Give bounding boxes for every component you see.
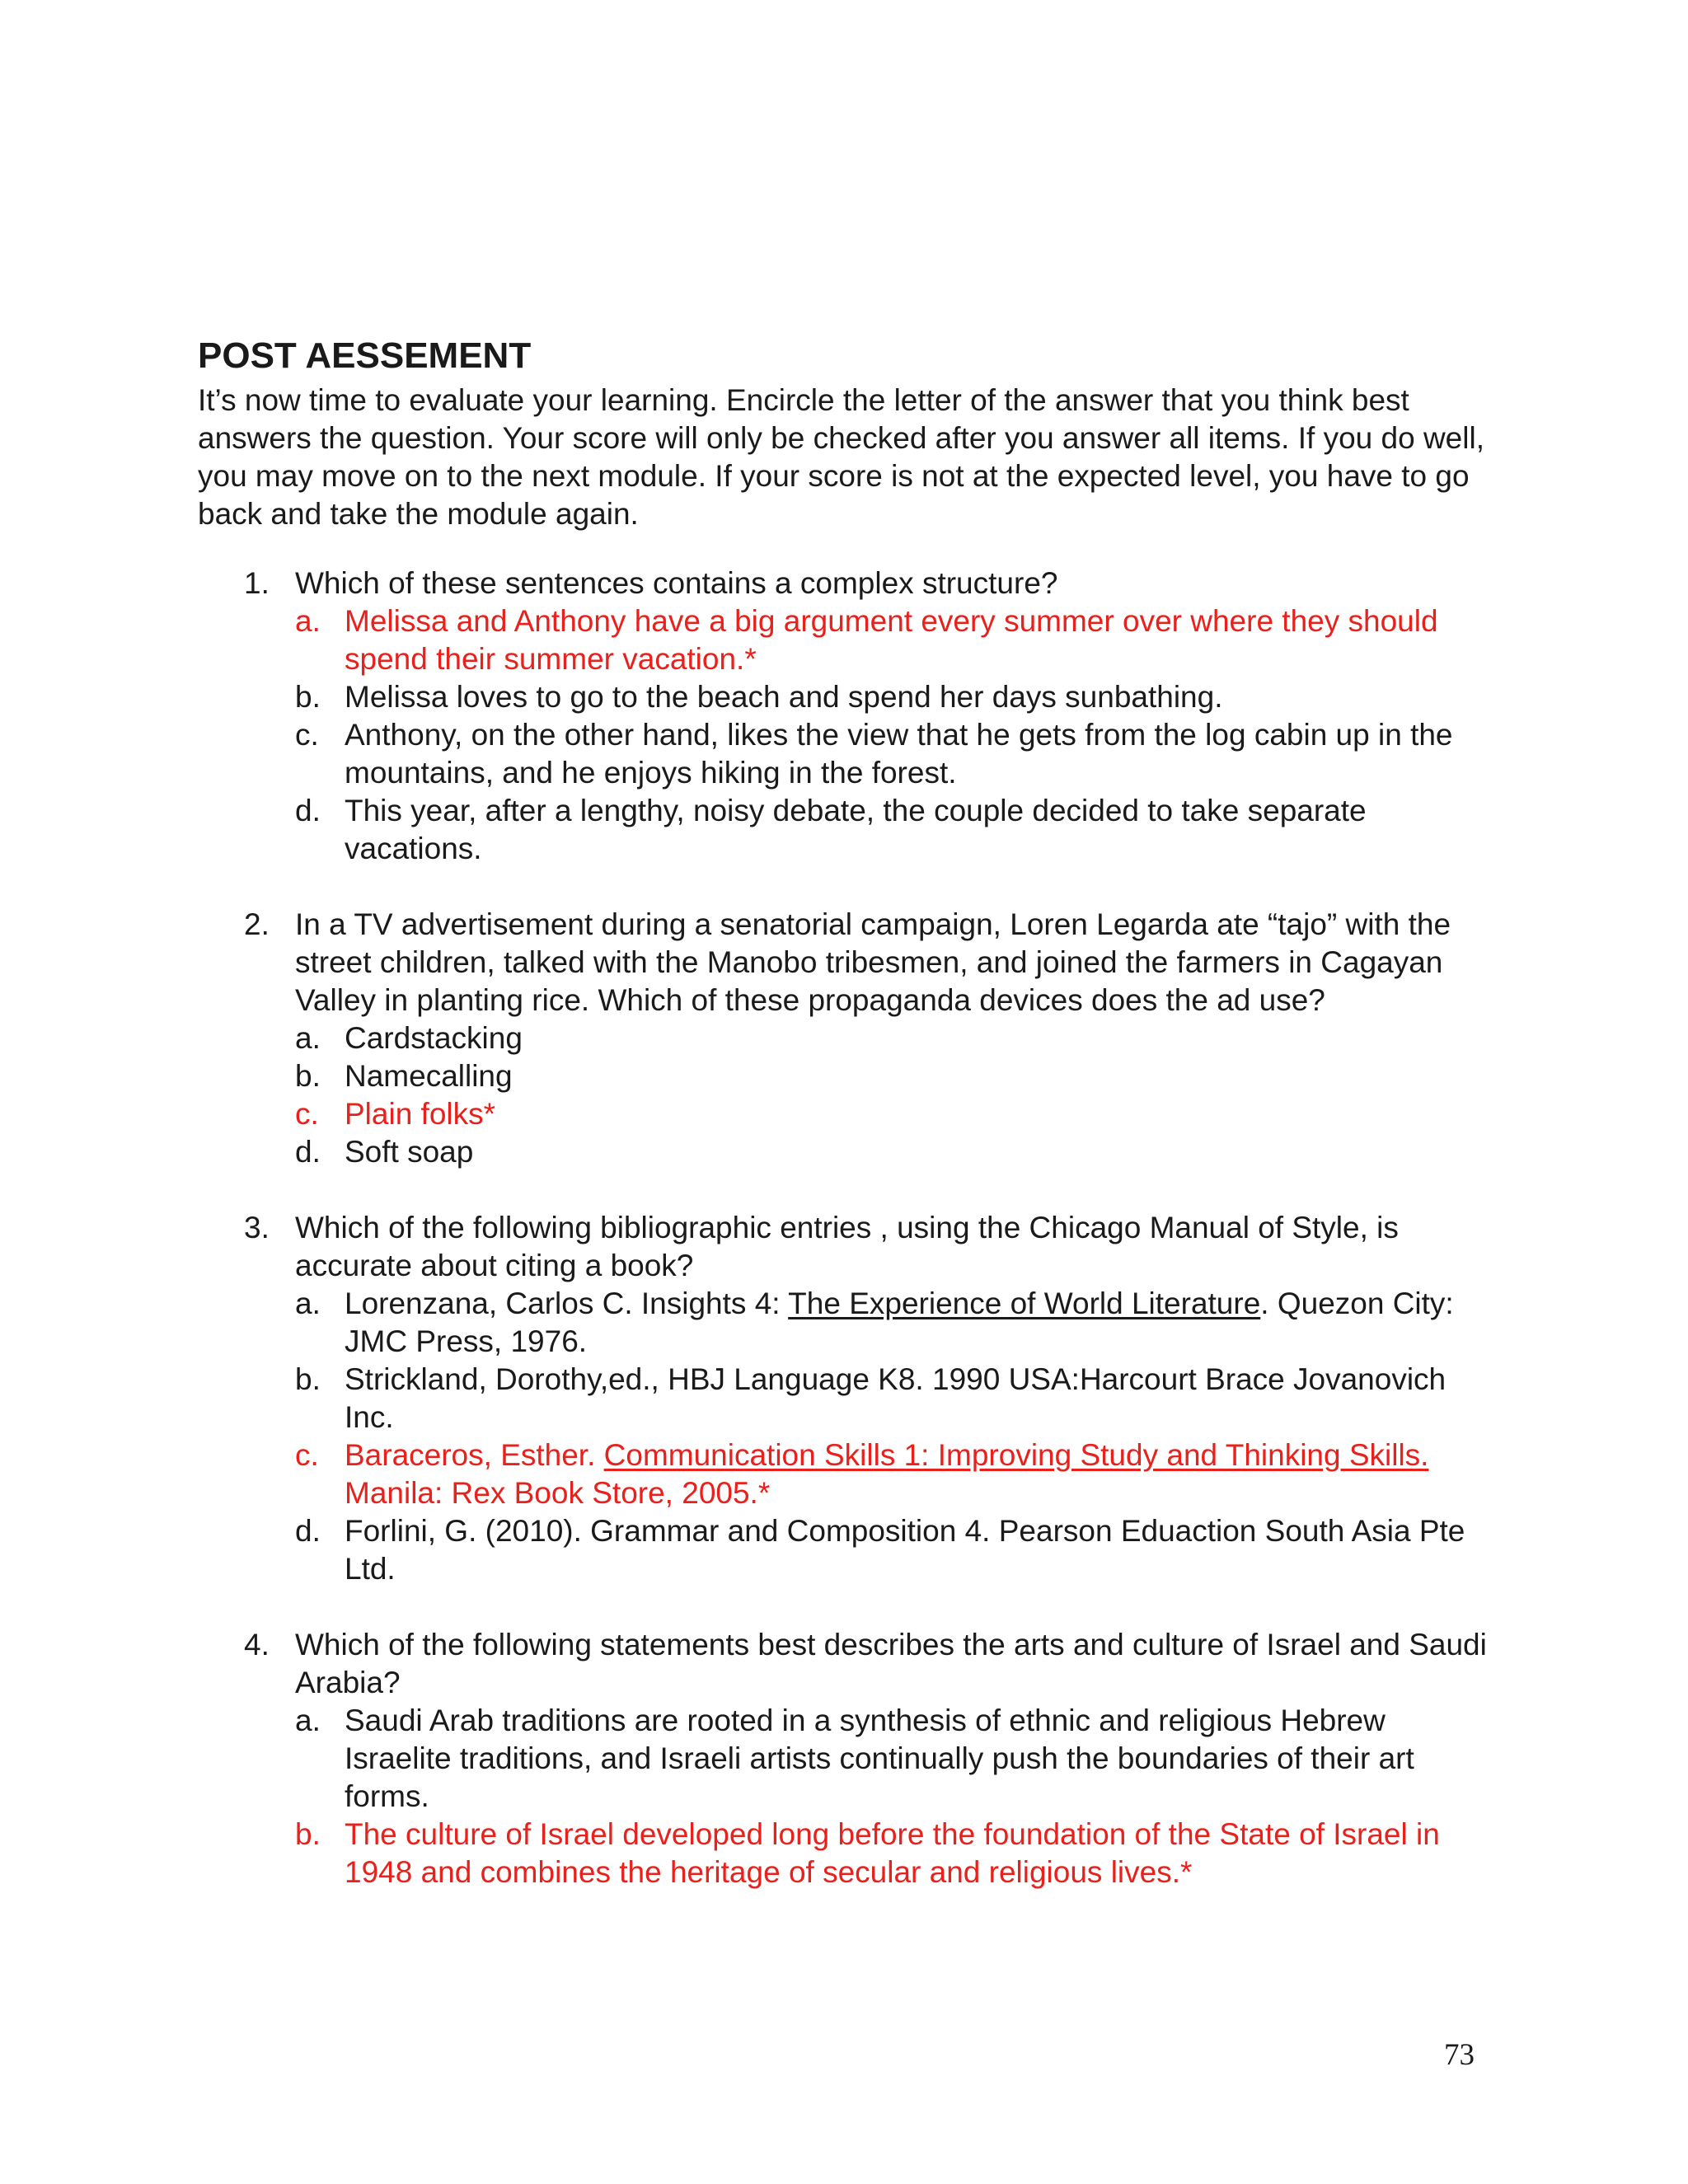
page-title: POST AESSEMENT xyxy=(198,335,532,376)
choice-letter: c. xyxy=(295,718,319,752)
choice-letter: d. xyxy=(295,794,321,827)
choice-1d[interactable] xyxy=(295,792,1500,868)
choice-text: Melissa loves to go to the beach and spend her days sunbathing. xyxy=(345,680,1223,714)
choice-2a[interactable] xyxy=(295,1019,1500,1057)
choice-text-before: Baraceros, Esther. xyxy=(345,1438,604,1472)
choice-1b[interactable] xyxy=(295,678,1500,716)
choice-3b[interactable] xyxy=(295,1361,1500,1436)
choice-list xyxy=(295,1019,1500,1171)
choice-letter: b. xyxy=(295,1059,321,1093)
choice-text: The culture of Israel developed long before the foundation of the State of Israel in 1948 and combines the heritage of secular and religious lives.* xyxy=(345,1817,1440,1889)
question-number: 4. xyxy=(244,1628,270,1661)
choice-text: Melissa and Anthony have a big argument every summer over where they should spend their summer vacation.* xyxy=(345,604,1438,676)
choice-text: Forlini, G. (2010). Grammar and Composition 4. Pearson Eduaction South Asia Pte Ltd. xyxy=(345,1514,1465,1586)
choice-4b-correct[interactable] xyxy=(295,1816,1500,1891)
choice-1a-correct[interactable] xyxy=(295,602,1500,678)
question-number: 2. xyxy=(244,907,270,941)
choice-letter: a. xyxy=(295,1704,321,1737)
choice-3c-correct[interactable] xyxy=(295,1436,1500,1512)
choice-2b[interactable] xyxy=(295,1057,1500,1095)
choice-letter: d. xyxy=(295,1514,321,1548)
choice-text-after: Manila: Rex Book Store, 2005.* xyxy=(345,1476,771,1510)
question-number: 3. xyxy=(244,1211,270,1244)
choice-text-before: Lorenzana, Carlos C. Insights 4: xyxy=(345,1286,789,1320)
question-list xyxy=(198,565,1500,1891)
post-assessment-page xyxy=(198,334,1500,1929)
choice-letter: a. xyxy=(295,604,321,638)
choice-letter: d. xyxy=(295,1135,321,1169)
choice-text: Strickland, Dorothy,ed., HBJ Language K8. 1990 USA:Harcourt Brace Jovanovich Inc. xyxy=(345,1362,1447,1434)
question-text: In a TV advertisement during a senatorial campaign, Loren Legarda ate “tajo” with the street children, talked with the Manobo tribesmen, and joined the farmers in Cagayan Valley in planting rice. Which of these propaganda devices does the ad use? xyxy=(295,907,1451,1017)
choice-letter: c. xyxy=(295,1438,319,1472)
choice-letter: b. xyxy=(295,1362,321,1396)
choice-1c[interactable] xyxy=(295,716,1500,792)
choice-letter: a. xyxy=(295,1021,321,1055)
choice-list xyxy=(295,1285,1500,1588)
choice-letter: c. xyxy=(295,1097,319,1131)
choice-3d[interactable] xyxy=(295,1512,1500,1588)
choice-2c-correct[interactable] xyxy=(295,1095,1500,1133)
choice-2d[interactable] xyxy=(295,1133,1500,1171)
choice-text: Plain folks* xyxy=(345,1097,496,1131)
choice-text: Namecalling xyxy=(345,1059,513,1093)
question-text: Which of these sentences contains a complex structure? xyxy=(295,566,1058,600)
choice-list xyxy=(295,602,1500,868)
choice-3a[interactable] xyxy=(295,1285,1500,1361)
instructions-paragraph: It’s now time to evaluate your learning. Encircle the letter of the answer that you think best answers the question. Your score will only be checked after you answer all items. If you do well, you may move on to the next module. If your score is not at the expected level, you have to go back and take the module again. xyxy=(198,383,1484,531)
question-text: Which of the following statements best describes the arts and culture of Israel and Saudi Arabia? xyxy=(295,1628,1487,1699)
page-number: 73 xyxy=(1444,2038,1475,2072)
choice-letter: a. xyxy=(295,1286,321,1320)
choice-text: Saudi Arab traditions are rooted in a synthesis of ethnic and religious Hebrew Israelite traditions, and Israeli artists continually push the boundaries of their art forms. xyxy=(345,1704,1414,1813)
book-title-underlined: Communication Skills 1: Improving Study and Thinking Skills. xyxy=(603,1438,1429,1472)
choice-letter: b. xyxy=(295,1817,321,1851)
question-2 xyxy=(198,906,1500,1171)
choice-text: This year, after a lengthy, noisy debate, the couple decided to take separate vacations. xyxy=(345,794,1367,865)
choice-text-after: . Quezon City: JMC Press, 1976. xyxy=(345,1286,1454,1358)
choice-4a[interactable] xyxy=(295,1702,1500,1816)
question-3 xyxy=(198,1209,1500,1588)
question-4 xyxy=(198,1626,1500,1891)
book-title-underlined: The Experience of World Literature xyxy=(788,1286,1261,1320)
choice-text: Anthony, on the other hand, likes the view that he gets from the log cabin up in the mountains, and he enjoys hiking in the forest. xyxy=(345,718,1453,790)
choice-letter: b. xyxy=(295,680,321,714)
question-1 xyxy=(198,565,1500,868)
question-text: Which of the following bibliographic entries , using the Chicago Manual of Style, is accurate about citing a book? xyxy=(295,1211,1399,1282)
choice-text: Cardstacking xyxy=(345,1021,523,1055)
choice-text: Soft soap xyxy=(345,1135,474,1169)
choice-list xyxy=(295,1702,1500,1891)
question-number: 1. xyxy=(244,566,270,600)
